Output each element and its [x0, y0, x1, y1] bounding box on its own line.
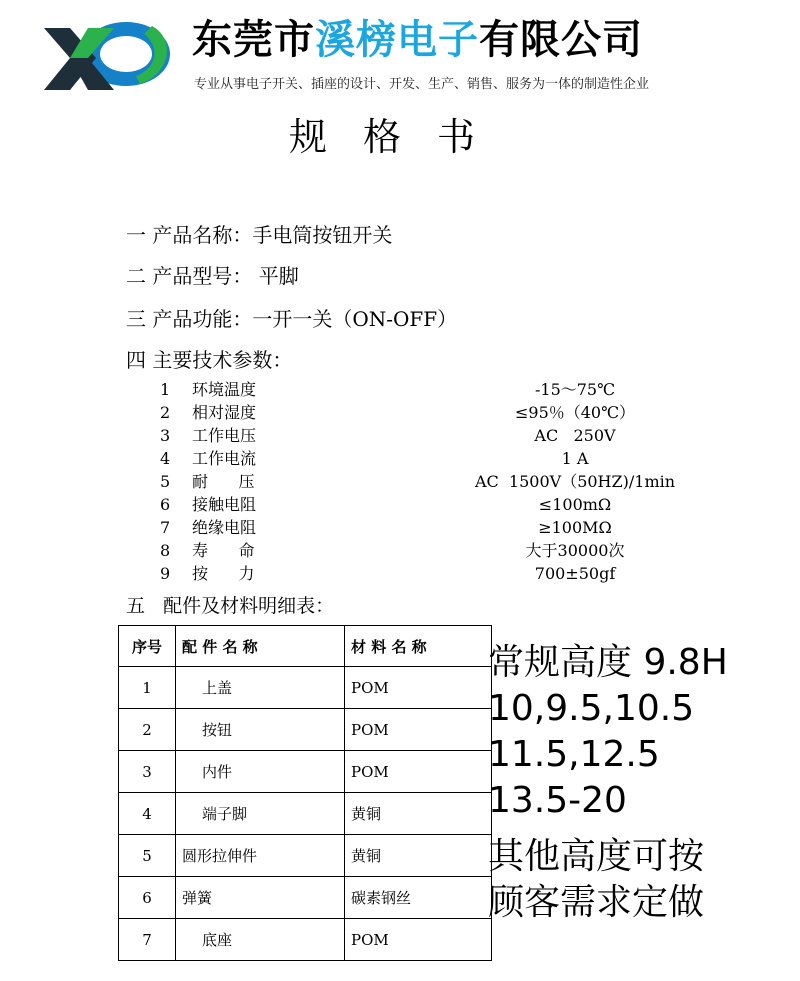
table-cell: 弹簧 — [176, 877, 345, 919]
table-row — [119, 793, 492, 835]
product-model: 二 产品型号： 平脚 — [126, 264, 299, 288]
param-number: 4 — [160, 449, 171, 468]
param-row — [160, 540, 720, 562]
main-params-heading: 四 主要技术参数： — [126, 348, 293, 372]
company-name-prefix: 东莞市 — [192, 17, 315, 63]
table-row — [119, 709, 492, 751]
param-number: 6 — [160, 495, 171, 514]
table-cell: 圆形拉伸件 — [176, 835, 345, 877]
table-cell: 碳素钢丝 — [345, 877, 492, 919]
product-function: 三 产品功能：一开一关（ON-OFF） — [126, 307, 458, 331]
param-number: 3 — [160, 426, 171, 445]
param-value: AC 250V — [534, 426, 616, 445]
param-row — [160, 471, 720, 493]
param-value: 700±50gf — [534, 564, 616, 583]
table-row — [119, 877, 492, 919]
param-name: 相对湿度 — [192, 403, 257, 422]
table-cell: 7 — [119, 919, 176, 961]
product-name: 一 产品名称：手电筒按钮开关 — [126, 223, 393, 247]
table-cell: 按钮 — [176, 709, 345, 751]
param-row — [160, 517, 720, 539]
table-cell: 内件 — [176, 751, 345, 793]
table-cell: 上盖 — [176, 667, 345, 709]
param-number: 5 — [160, 472, 171, 491]
param-name: 工作电流 — [192, 449, 257, 468]
table-cell: 3 — [119, 751, 176, 793]
table-cell: POM — [345, 751, 492, 793]
height-note-line: 13.5-20 — [488, 780, 627, 821]
param-value: 1 A — [561, 449, 589, 468]
custom-height-note: 其他高度可按 — [488, 836, 705, 877]
param-name: 工作电压 — [192, 426, 257, 445]
param-row — [160, 563, 720, 585]
param-row — [160, 425, 720, 447]
table-cell: 黄铜 — [345, 835, 492, 877]
param-value: ≤95％（40℃） — [514, 403, 636, 422]
company-name-suffix: 有限公司 — [479, 17, 643, 63]
param-value: -15～75℃ — [534, 380, 616, 399]
param-value: AC 1500V（50HZ)/1min — [474, 472, 676, 491]
param-number: 8 — [160, 541, 171, 560]
param-name: 耐 压 — [192, 472, 255, 491]
param-name: 接触电阻 — [192, 495, 257, 514]
company-slogan: 专业从事电子开关、插座的设计、开发、生产、销售、服务为一体的制造性企业 — [194, 77, 650, 92]
param-number: 1 — [160, 380, 171, 399]
height-note-line: 11.5,12.5 — [488, 734, 660, 775]
table-cell: POM — [345, 709, 492, 751]
height-note-line: 常规高度 9.8H — [488, 642, 728, 683]
table-cell: POM — [345, 667, 492, 709]
param-value: ≤100mΩ — [538, 495, 612, 514]
height-note-line: 10,9.5,10.5 — [488, 688, 695, 729]
table-row — [119, 919, 492, 961]
table-cell: 底座 — [176, 919, 345, 961]
param-number: 7 — [160, 518, 171, 537]
table-header-cell: 材 料 名 称 — [345, 626, 492, 667]
param-name: 寿 命 — [192, 541, 255, 560]
table-cell: 端子脚 — [176, 793, 345, 835]
param-name: 绝缘电阻 — [192, 518, 257, 537]
param-number: 9 — [160, 564, 171, 583]
table-row — [119, 835, 492, 877]
param-value: ≥100MΩ — [538, 518, 612, 537]
table-cell: 5 — [119, 835, 176, 877]
param-name: 按 力 — [192, 564, 255, 583]
table-header-cell: 序号 — [119, 626, 176, 667]
table-cell: 6 — [119, 877, 176, 919]
company-logo-icon — [40, 18, 180, 98]
table-cell: 4 — [119, 793, 176, 835]
custom-height-note: 顾客需求定做 — [488, 882, 705, 923]
parts-section-heading: 五 配件及材料明细表： — [126, 595, 335, 617]
table-row — [119, 667, 492, 709]
company-name-accent: 溪榜电子 — [315, 17, 479, 63]
table-row — [119, 751, 492, 793]
param-row — [160, 494, 720, 516]
table-cell: 2 — [119, 709, 176, 751]
parts-table — [118, 625, 492, 961]
param-row — [160, 402, 720, 424]
table-header-row — [119, 626, 492, 667]
param-name: 环境温度 — [192, 380, 257, 399]
table-cell: 黄铜 — [345, 793, 492, 835]
document-title: 规格书 — [288, 115, 511, 159]
table-header-cell: 配 件 名 称 — [176, 626, 345, 667]
company-logo — [40, 18, 180, 98]
param-value: 大于30000次 — [525, 541, 625, 560]
table-cell: POM — [345, 919, 492, 961]
table-cell: 1 — [119, 667, 176, 709]
param-number: 2 — [160, 403, 171, 422]
company-name — [192, 14, 643, 66]
param-row — [160, 448, 720, 470]
param-row — [160, 379, 720, 401]
